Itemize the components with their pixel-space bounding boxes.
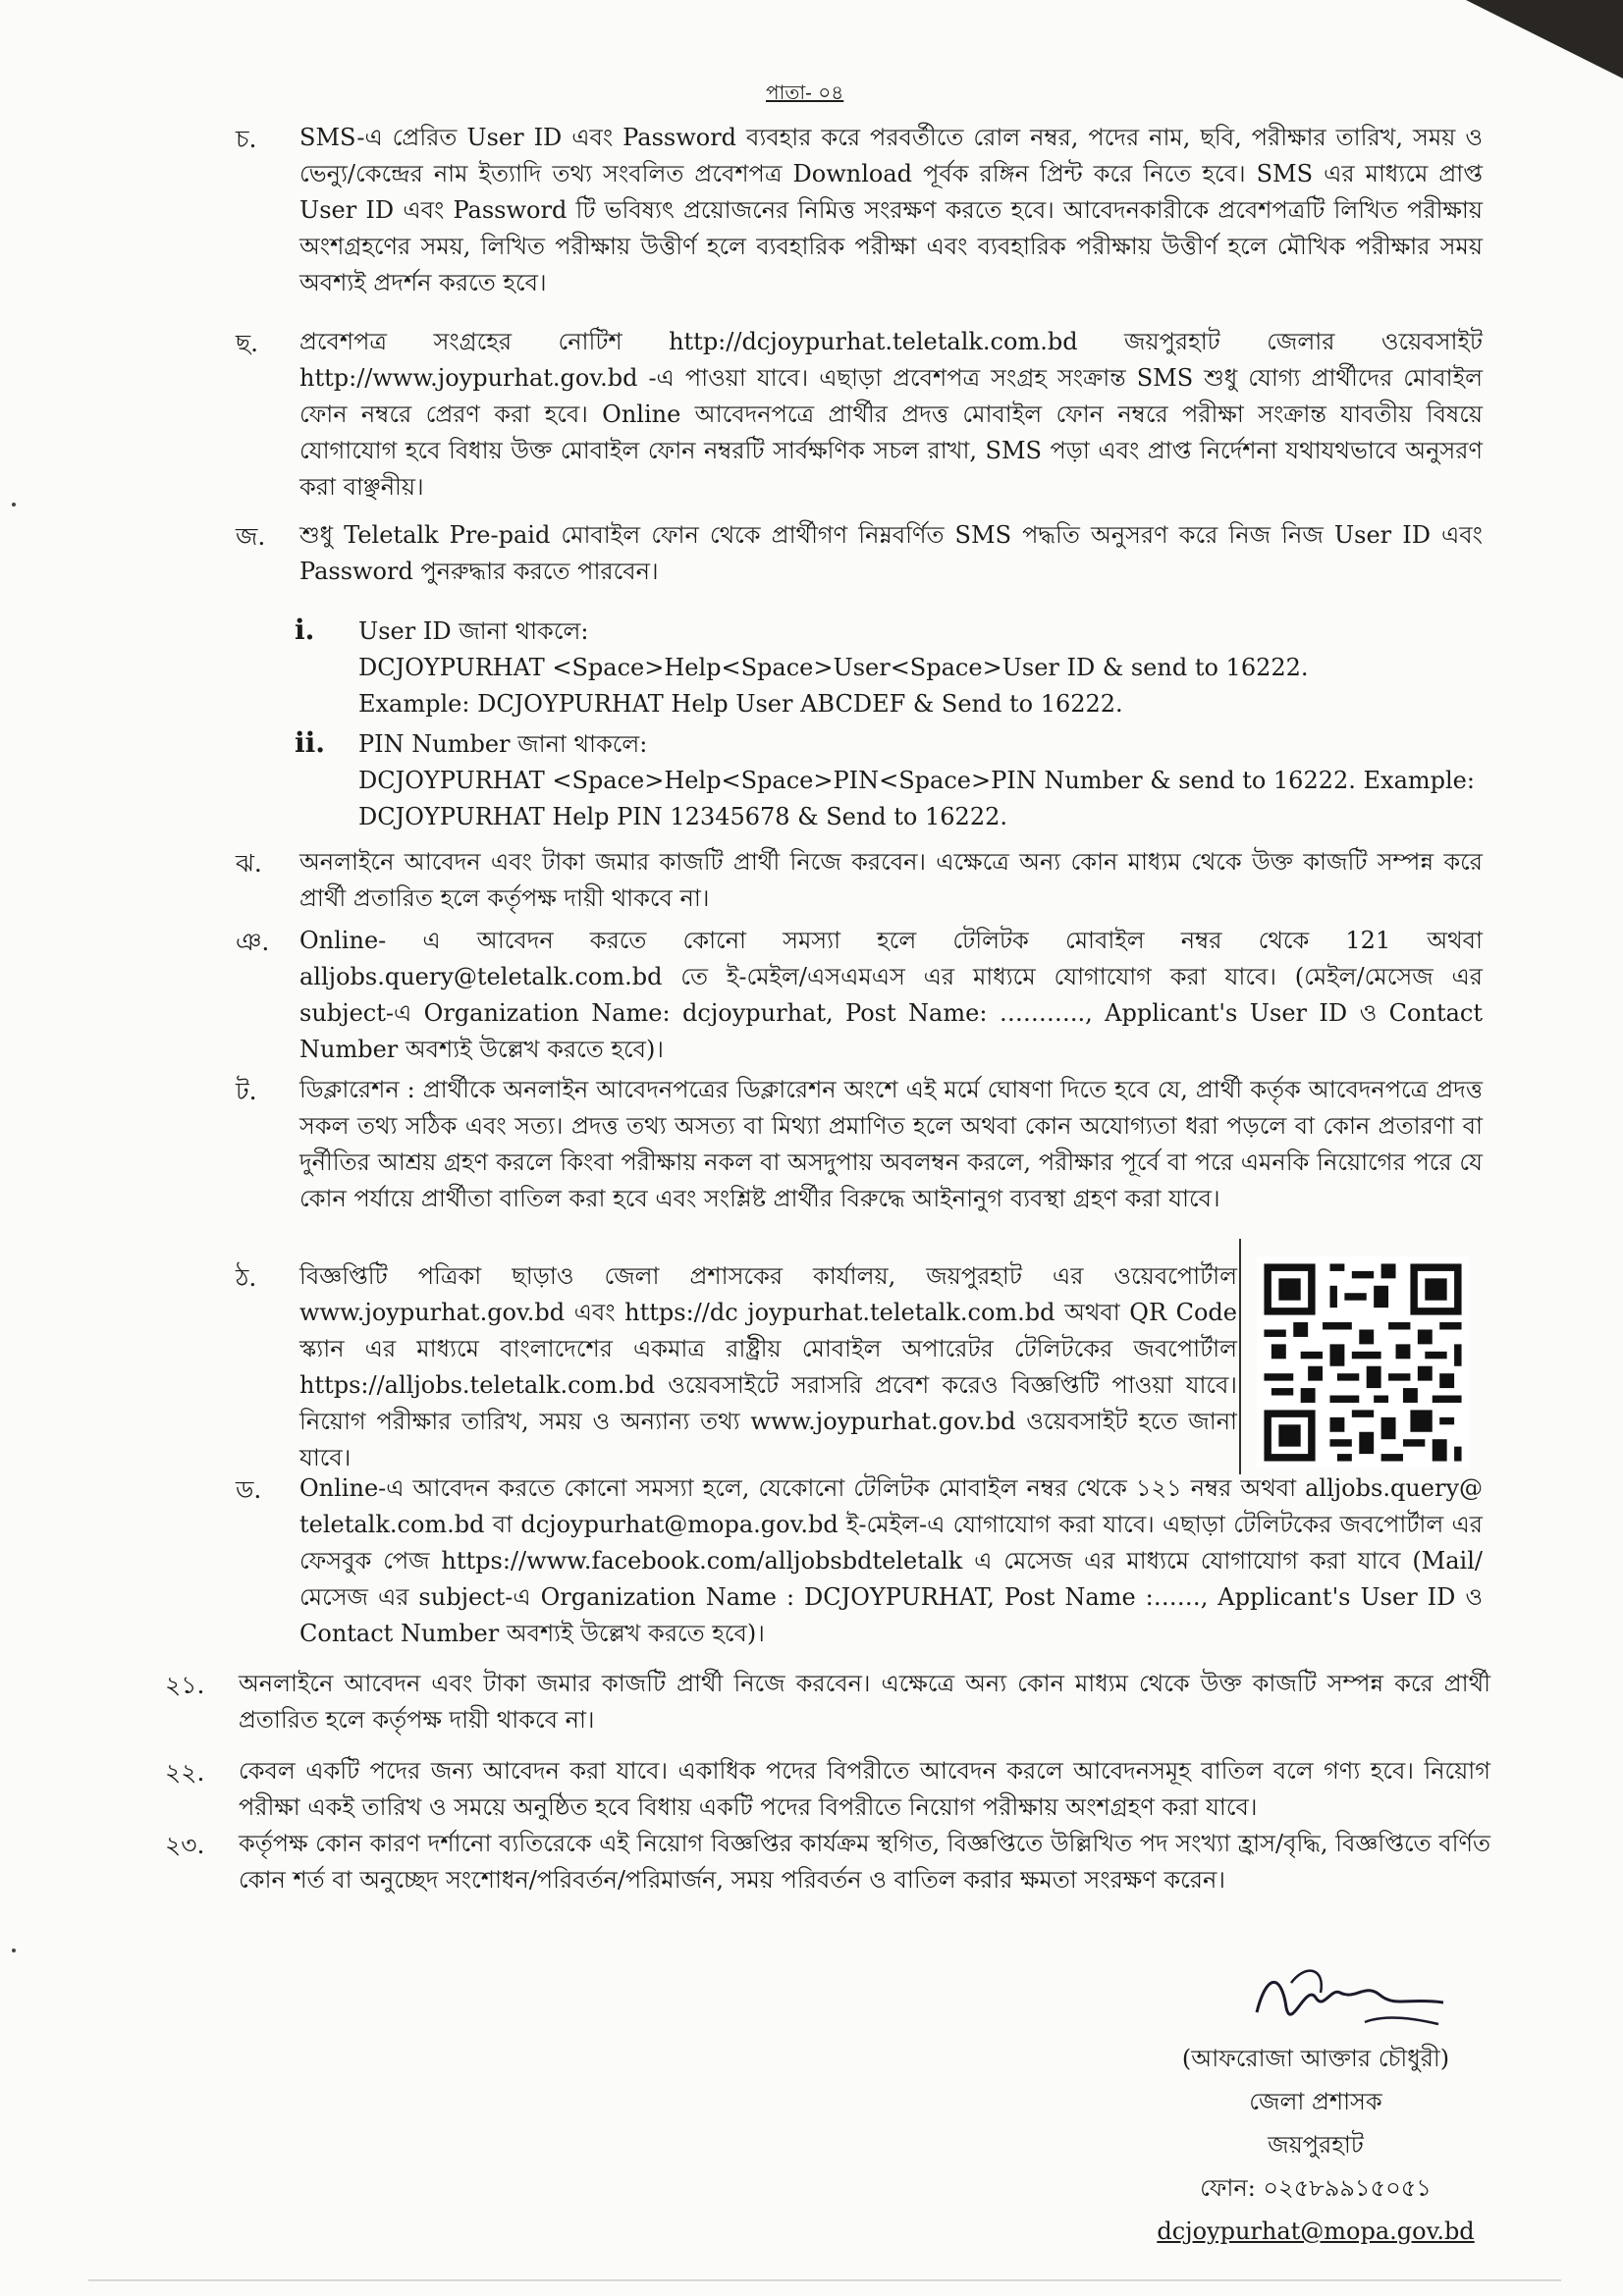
clause-tha (236, 1258, 1237, 1471)
recovery-line: DCJOYPURHAT Help PIN 12345678 & Send to 16222. (358, 803, 1007, 830)
clause-text: ডিক্লারেশন : প্রার্থীকে অনলাইন আবেদনপত্রের ডিক্লারেশন অংশে এই মর্মে ঘোষণা দিতে হবে যে, প্রার্থী কর্তৃক আবেদনপত্রে প্রদত্ত সকল তথ্য সঠিক এবং সত্য। প্রদত্ত তথ্য অসত্য বা মিথ্যা প্রমাণিত হলে অথবা কোন অযোগ্যতা ধরা পড়লে বা কোন প্রতারণা বা দুর্নীতির আশ্রয় গ্রহণ করলে কিংবা পরীক্ষায় নকল বা অসদুপায় অবলম্বন করলে, পরীক্ষার পূর্বে বা পরে এমনকি নিয়োগের পরে যে কোন পর্যায়ে প্রার্থীতা বাতিল করা হবে এবং সংশ্লিষ্ট প্রার্থীর বিরুদ্ধে আইনানুগ ব্যবস্থা গ্রহণ করা যাবে। (299, 1076, 1483, 1212)
point-number: ২১. (165, 1671, 205, 1699)
recovery-line: DCJOYPURHAT <Space>Help<Space>User<Space>User ID & send to 16222. (358, 654, 1309, 681)
clause-text: Online- এ আবেদন করতে কোনো সমস্যা হলে টেলিটক মোবাইল নম্বর থেকে 121 অথবা alljobs.query@teletalk.com.bd তে ই-মেইল/এসএমএস এর মাধ্যমে যোগাযোগ করা যাবে। (মেইল/মেসেজ এর subject-এ Organization Name: dcjoypurhat, Post Name: ……….., Applicant's User ID ও Contact Number অবশ্যই উল্লেখ করতে হবে)। (299, 927, 1483, 1063)
clause-chha (236, 324, 1483, 510)
point-number: ২২. (165, 1758, 205, 1787)
clause-nya (236, 923, 1483, 1080)
point-text: অনলাইনে আবেদন এবং টাকা জমার কাজটি প্রার্থী নিজে করবেন। এক্ষেত্রে অন্য কোন মাধ্যম থেকে উক্ত কাজটি সম্পন্ন করে প্রার্থী প্রতারিত হলে কর্তৃপক্ষ দায়ী থাকবে না। (239, 1670, 1490, 1734)
clause-jha (236, 844, 1483, 923)
recovery-line: PIN Number জানা থাকলে: (358, 730, 648, 758)
clause-ja (236, 517, 1483, 596)
clause-text: অনলাইনে আবেদন এবং টাকা জমার কাজটি প্রার্থী নিজে করবেন। এক্ষেত্রে অন্য কোন মাধ্যম থেকে উক্ত কাজটি সম্পন্ন করে প্রার্থী প্রতারিত হলে কর্তৃপক্ষ দায়ী থাকবে না। (299, 848, 1483, 912)
signatory-phone: ফোন: ০২৫৮৯৯১৫০৫১ (1200, 2174, 1432, 2202)
qr-divider (1239, 1239, 1241, 1474)
point-22 (165, 1753, 1490, 1830)
point-23 (165, 1826, 1490, 1944)
clause-mark: জ. (236, 522, 266, 551)
signatory-title: জেলা প্রশাসক (1249, 2088, 1382, 2115)
clause-text: প্রবেশপত্র সংগ্রহের নোটিশ http://dcjoypurhat.teletalk.com.bd জয়পুরহাট জেলার ওয়েবসাইট http://www.joypurhat.gov.bd -এ পাওয়া যাবে। এছাড়া প্রবেশপত্র সংগ্রহ সংক্রান্ত SMS শুধু যোগ্য প্রার্থীদের মোবাইল ফোন নম্বরে প্রেরণ করা হবে। Online আবেদনপত্রে প্রার্থীর প্রদত্ত মোবাইল ফোন নম্বরে পরীক্ষা সংক্রান্ত যাবতীয় বিষয়ে যোগাযোগ হবে বিধায় উক্ত মোবাইল ফোন নম্বরটি সার্বক্ষণিক সচল রাখা, SMS পড়া এবং প্রাপ্ত নির্দেশনা যথাযথভাবে অনুসরণ করা বাঞ্ছনীয়। (299, 328, 1483, 501)
recovery-pin (295, 726, 1473, 839)
point-text: কেবল একটি পদের জন্য আবেদন করা যাবে। একাধিক পদের বিপরীতে আবেদন করলে আবেদনসমূহ বাতিল বলে গণ্য হবে। নিয়োগ পরীক্ষা একই তারিখ ও সময়ে অনুষ্ঠিত হবে বিধায় একটি পদের বিপরীতে নিয়োগ পরীক্ষায় অংশগ্রহণ করা যাবে। (239, 1757, 1490, 1821)
clause-dda (236, 1470, 1483, 1667)
signatory-email[interactable]: dcjoypurhat@mopa.gov.bd (1157, 2217, 1475, 2245)
clause-text: Online-এ আবেদন করতে কোনো সমস্যা হলে, যেকোনো টেলিটক মোবাইল নম্বর থেকে ১২১ নম্বর অথবা alljobs.query@ teletalk.com.bd বা dcjoypurhat@mopa.gov.bd ই-মেইল-এ যোগাযোগ করা যাবে। এছাড়া টেলিটকের জবপোর্টাল এর ফেসবুক পেজ https://www.facebook.com/alljobsbdteletalk এ মেসেজ এর মাধ্যমে যোগাযোগ করা যাবে (Mail/মেসেজ এর subject-এ Organization Name : DCJOYPURHAT, Post Name :……, Applicant's User ID ও Contact Number অবশ্যই উল্লেখ করতে হবে)। (299, 1474, 1483, 1647)
page-corner-shadow (1466, 0, 1623, 79)
clause-mark: ঞ. (236, 928, 270, 956)
recovery-mark: i. (295, 614, 315, 646)
signatory-district: জয়পুরহাট (1268, 2131, 1364, 2159)
clause-mark: ঝ. (236, 849, 262, 878)
recovery-line: Example: DCJOYPURHAT Help User ABCDEF & Send to 16222. (358, 690, 1123, 718)
scan-speck (12, 503, 16, 507)
clause-text: SMS-এ প্রেরিত User ID এবং Password ব্যবহার করে পরবর্তীতে রোল নম্বর, পদের নাম, ছবি, পরীক্ষার তারিখ, সময় ও ভেন্যু/কেন্দ্রের নাম ইত্যাদি তথ্য সংবলিত প্রবেশপত্র Download পূর্বক রঙ্গিন প্রিন্ট করে নিতে হবে। SMS এর মাধ্যমে প্রাপ্ত User ID এবং Password টি ভবিষ্যৎ প্রয়োজনের নিমিত্ত সংরক্ষণ করতে হবে। আবেদনকারীকে প্রবেশপত্রটি লিখিত পরীক্ষায় অংশগ্রহণের সময়, লিখিত পরীক্ষায় উত্তীর্ণ হলে ব্যবহারিক পরীক্ষা এবং ব্যবহারিক পরীক্ষায় উত্তীর্ণ হলে মৌখিক পরীক্ষার সময় অবশ্যই প্রদর্শন করতে হবে। (299, 124, 1483, 296)
page-edge-line (88, 2279, 1561, 2281)
point-text: কর্তৃপক্ষ কোন কারণ দর্শানো ব্যতিরেকে এই নিয়োগ বিজ্ঞপ্তির কার্যক্রম স্থগিত, বিজ্ঞপ্তিতে উল্লিখিত পদ সংখ্যা হ্রাস/বৃদ্ধি, বিজ্ঞপ্তিতে বর্ণিত কোন শর্ত বা অনুচ্ছেদ সংশোধন/পরিবর্তন/পরিমার্জন, সময় পরিবর্তন ও বাতিল করার ক্ষমতা সংরক্ষণ করেন। (239, 1830, 1490, 1894)
recovery-line: DCJOYPURHAT <Space>Help<Space>PIN<Space>PIN Number & send to 16222. Example: (358, 767, 1475, 794)
clause-mark: ড. (236, 1475, 262, 1504)
clause-text: বিজ্ঞপ্তিটি পত্রিকা ছাড়াও জেলা প্রশাসকের কার্যালয়, জয়পুরহাট এর ওয়েবপোর্টাল www.joypurhat.gov.bd এবং https://dc joypurhat.teletalk.com.bd অথবা QR Code স্ক্যান এর মাধ্যমে বাংলাদেশের একমাত্র রাষ্ট্রীয় মোবাইল অপারেটর টেলিটকের জবপোর্টাল https://alljobs.teletalk.com.bd ওয়েবসাইটে সরাসরি প্রবেশ করেও বিজ্ঞপ্তিটি পাওয়া যাবে। নিয়োগ পরীক্ষার তারিখ, সময় ও অন্যান্য তথ্য www.joypurhat.gov.bd ওয়েবসাইট হতে জানা যাবে। (299, 1262, 1237, 1471)
recovery-line: User ID জানা থাকলে: (358, 617, 589, 645)
clause-mark: ছ. (236, 329, 259, 357)
clause-mark: ট. (236, 1077, 257, 1105)
point-21 (165, 1666, 1490, 1742)
recovery-user-id (295, 614, 1473, 726)
recovery-lines (358, 726, 1475, 835)
clause-mark: চ. (236, 125, 257, 153)
qr-code-icon (1257, 1256, 1469, 1468)
signatory-name: (আফরোজা আক্তার চৌধুরী) (1181, 2045, 1450, 2072)
point-number: ২৩. (165, 1831, 205, 1859)
clause-mark: ঠ. (236, 1263, 257, 1292)
scan-speck (12, 1949, 16, 1952)
clause-cha (236, 120, 1483, 316)
clause-text: শুধু Teletalk Pre-paid মোবাইল ফোন থেকে প্রার্থীগণ নিম্নবর্ণিত SMS পদ্ধতি অনুসরণ করে নিজ নিজ User ID এবং Password পুনরুদ্ধার করতে পারবেন। (299, 521, 1483, 585)
recovery-mark: ii. (295, 726, 326, 759)
signatory-block (1119, 2037, 1512, 2253)
page-number: পাতা- ০৪ (766, 80, 844, 104)
clause-declaration (236, 1072, 1483, 1249)
recovery-lines (358, 614, 1458, 722)
